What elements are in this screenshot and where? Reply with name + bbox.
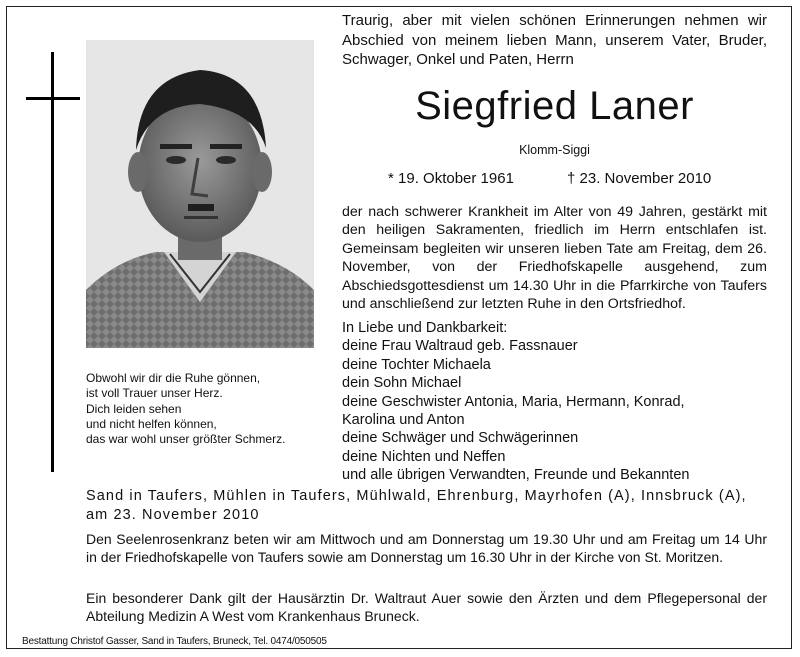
notice-body: der nach schwerer Krankheit im Alter von 49 Jahren, gestärkt mit den heiligen Sakramenten, friedlich im Herrn entschlafen ist. Gemeinsam begleiten wir unseren lieben Tate am Freitag, dem 26. November, von der Friedhofskapelle ausgehend, zum Abschiedsgottesdienst um 14.30 Uhr in die Pfarrkirche von Taufers und anschließend zur letzten Ruhe in den Ortsfriedhof. xyxy=(342,204,767,313)
cross-vertical-bar xyxy=(51,52,54,472)
family-line: deine Nichten und Neffen xyxy=(342,448,506,465)
place-and-date: Sand in Taufers, Mühlen in Taufers, Mühlwald, Ehrenburg, Mayrhofen (A), Innsbruck (A), am 23. November 2010 xyxy=(86,488,747,523)
family-line: deine Frau Waltraud geb. Fassnauer xyxy=(342,338,578,355)
family-line: dein Sohn Michael xyxy=(342,375,462,392)
poem-line: ist voll Trauer unser Herz. xyxy=(86,386,223,401)
poem-line: Dich leiden sehen xyxy=(86,401,182,416)
portrait-photo xyxy=(86,40,314,348)
family-line: Karolina und Anton xyxy=(342,412,465,429)
poem-line: und nicht helfen können, xyxy=(86,416,217,431)
family-line: deine Schwäger und Schwägerinnen xyxy=(342,430,579,447)
poem xyxy=(86,371,326,447)
birth-date: * 19. Oktober 1961 xyxy=(388,170,514,187)
poem-line: Obwohl wir dir die Ruhe gönnen, xyxy=(86,371,261,385)
thanks-text: Ein besonderer Dank gilt der Hausärztin Dr. Waltraut Auer sowie den Ärzten und dem Pflegepersonal der Abteilung Medizin A West vom Krankenhaus Bruneck. xyxy=(86,590,767,625)
family-line: In Liebe und Dankbarkeit: xyxy=(342,320,508,336)
family-line: und alle übrigen Verwandten, Freunde und Bekannten xyxy=(342,467,690,484)
poem-line: das war wohl unser größter Schmerz. xyxy=(86,432,286,447)
cross-horizontal-bar xyxy=(26,97,80,100)
portrait-illustration xyxy=(86,40,314,348)
deceased-name: Siegfried Laner xyxy=(415,84,694,128)
rosary-info: Den Seelenrosenkranz beten wir am Mittwoch und am Donnerstag um 19.30 Uhr und am Freitag um 14 Uhr in der Friedhofskapelle von Taufers sowie am Donnerstag um 16.30 Uhr in der Kirche von St. Moritzen. xyxy=(86,531,767,566)
death-date: † 23. November 2010 xyxy=(567,170,712,187)
family-line: deine Tochter Michaela xyxy=(342,356,491,373)
nickname: Klomm-Siggi xyxy=(519,143,590,157)
family-list xyxy=(342,319,767,485)
family-line: deine Geschwister Antonia, Maria, Hermann, Konrad, xyxy=(342,393,685,410)
intro-text: Traurig, aber mit vielen schönen Erinnerungen nehmen wir Abschied von meinem lieben Mann, unserem Vater, Bruder, Schwager, Onkel und Paten, Herrn xyxy=(342,12,767,68)
funeral-home-footer: Bestattung Christof Gasser, Sand in Taufers, Bruneck, Tel. 0474/050505 xyxy=(22,636,327,647)
